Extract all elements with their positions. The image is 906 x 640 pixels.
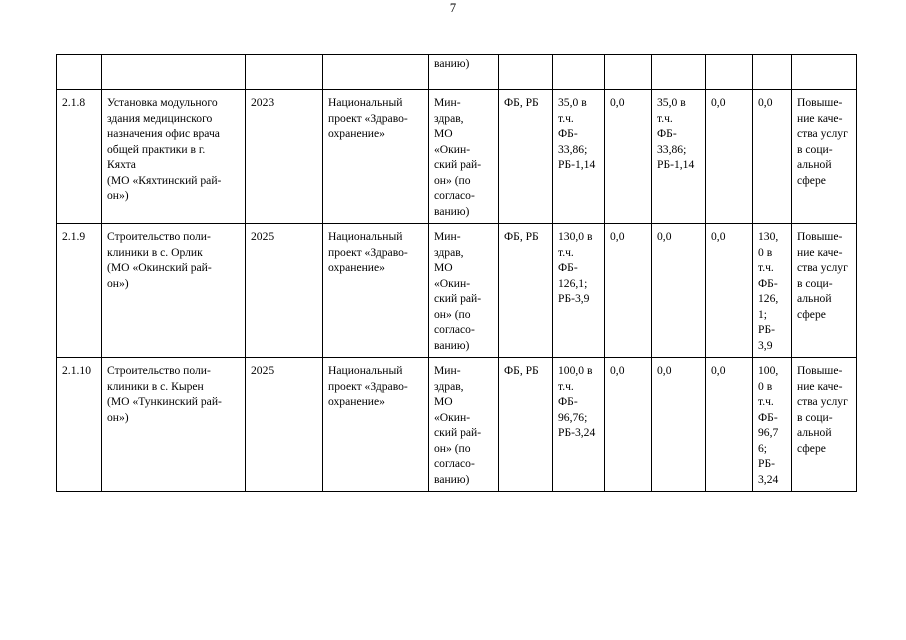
cell-value-2: 35,0 в т.ч. ФБ- 33,86; РБ-1,14: [652, 90, 706, 224]
cell-result: Повыше- ние каче- ства услуг в соци- альной сфере: [792, 90, 857, 224]
cell-source: [499, 55, 553, 90]
page-number: 7: [449, 1, 457, 15]
cell-value-4: 0,0: [753, 90, 792, 224]
cell-source: ФБ, РБ: [499, 358, 553, 492]
cell-id: 2.1.8: [57, 90, 102, 224]
cell-name: [102, 55, 246, 90]
cell-responsible: Мин- здрав, МО «Окин- ский рай- он» (по согласо- ванию): [429, 224, 499, 358]
cell-program: [323, 55, 429, 90]
cell-result: [792, 55, 857, 90]
cell-id: 2.1.10: [57, 358, 102, 492]
cell-program: Национальный проект «Здраво- охранение»: [323, 90, 429, 224]
cell-total: [553, 55, 605, 90]
cell-responsible: ванию): [429, 55, 499, 90]
cell-year: 2025: [246, 224, 323, 358]
cell-value-1: 0,0: [605, 224, 652, 358]
cell-total: 100,0 в т.ч. ФБ- 96,76; РБ-3,24: [553, 358, 605, 492]
cell-name: Строительство поли- клиники в с. Кырен (МО «Тункинский рай- он»): [102, 358, 246, 492]
table-row: [57, 224, 857, 358]
cell-total: 35,0 в т.ч. ФБ- 33,86; РБ-1,14: [553, 90, 605, 224]
cell-value-2: [652, 55, 706, 90]
table-row: [57, 358, 857, 492]
cell-result: Повыше- ние каче- ства услуг в соци- альной сфере: [792, 224, 857, 358]
cell-value-2: 0,0: [652, 358, 706, 492]
cell-id: [57, 55, 102, 90]
cell-program: Национальный проект «Здраво- охранение»: [323, 224, 429, 358]
cell-value-1: [605, 55, 652, 90]
measures-table: [56, 54, 857, 492]
cell-value-3: [706, 55, 753, 90]
cell-source: ФБ, РБ: [499, 90, 553, 224]
cell-year: [246, 55, 323, 90]
cell-value-2: 0,0: [652, 224, 706, 358]
cell-result: Повыше- ние каче- ства услуг в соци- альной сфере: [792, 358, 857, 492]
cell-responsible: Мин- здрав, МО «Окин- ский рай- он» (по согласо- ванию): [429, 90, 499, 224]
cell-value-4: 130, 0 в т.ч. ФБ- 126, 1; РБ- 3,9: [753, 224, 792, 358]
cell-value-4: 100, 0 в т.ч. ФБ- 96,7 6; РБ- 3,24: [753, 358, 792, 492]
cell-value-1: 0,0: [605, 358, 652, 492]
cell-value-4: [753, 55, 792, 90]
cell-source: ФБ, РБ: [499, 224, 553, 358]
cell-year: 2025: [246, 358, 323, 492]
cell-value-3: 0,0: [706, 358, 753, 492]
cell-name: Строительство поли- клиники в с. Орлик (МО «Окинский рай- он»): [102, 224, 246, 358]
cell-id: 2.1.9: [57, 224, 102, 358]
cell-name: Установка модульного здания медицинского назначения офис врача общей практики в г. Кяхта (МО «Кяхтинский рай- он»): [102, 90, 246, 224]
cell-year: 2023: [246, 90, 323, 224]
cell-value-1: 0,0: [605, 90, 652, 224]
cell-total: 130,0 в т.ч. ФБ- 126,1; РБ-3,9: [553, 224, 605, 358]
table-row: [57, 55, 857, 90]
cell-responsible: Мин- здрав, МО «Окин- ский рай- он» (по согласо- ванию): [429, 358, 499, 492]
cell-value-3: 0,0: [706, 224, 753, 358]
cell-program: Национальный проект «Здраво- охранение»: [323, 358, 429, 492]
table-row: [57, 90, 857, 224]
cell-value-3: 0,0: [706, 90, 753, 224]
